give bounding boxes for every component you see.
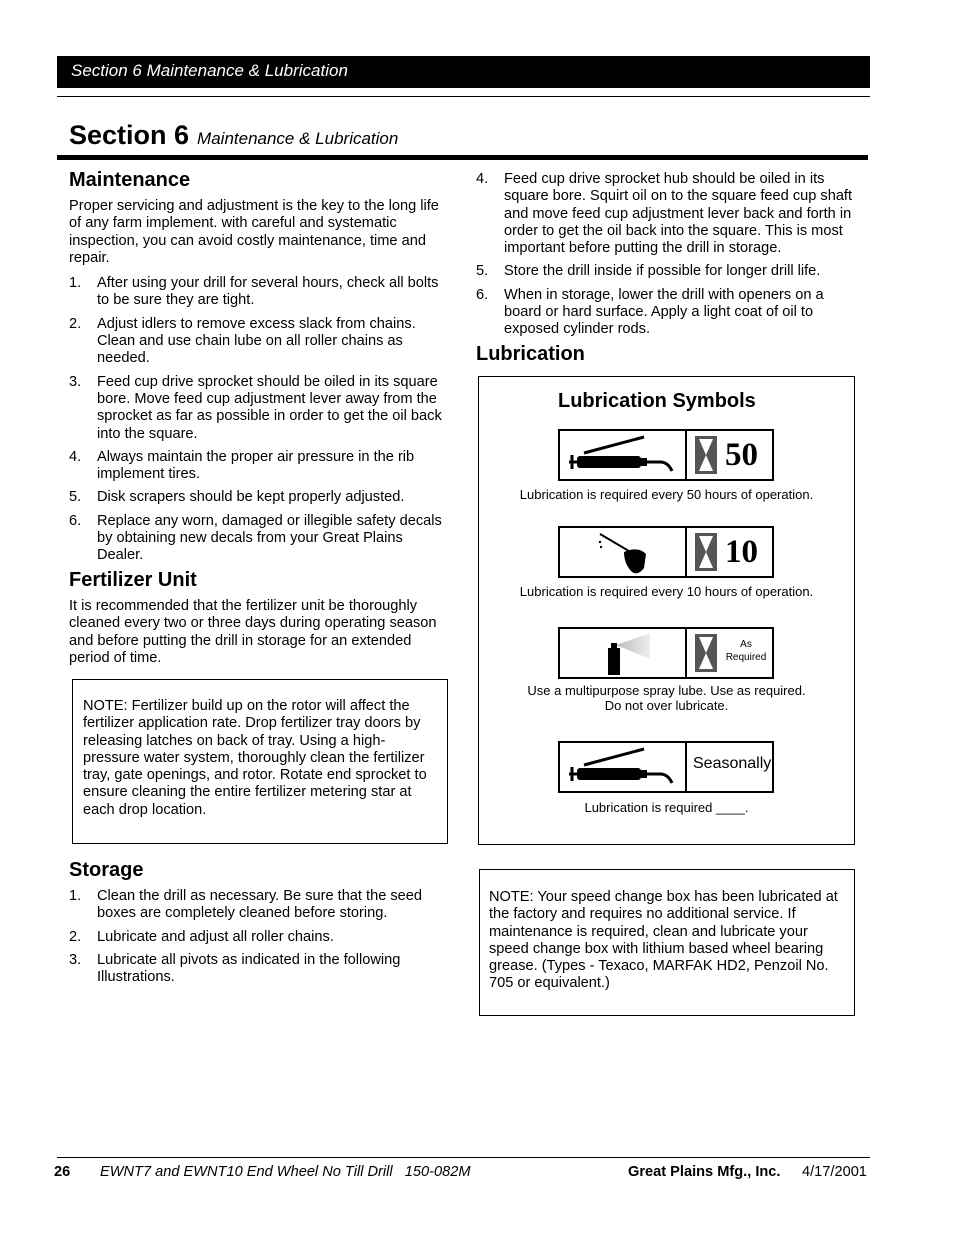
symbol-as-required-caption-2: Do not over lubricate.: [604, 698, 729, 713]
symbol-10-caption: Lubrication is required every 10 hours of operation.: [519, 584, 814, 599]
storage-section: [69, 858, 449, 992]
grease-gun-icon: [564, 435, 682, 477]
list-item: 6. Replace any worn, damaged or illegible safety decals by obtaining new decals from your Great Plains Dealer.: [69, 512, 442, 564]
section-subtitle: Maintenance & Lubrication: [197, 129, 399, 148]
list-item: 6. When in storage, lower the drill with openers on a board or hard surface. Apply a light coat of oil to exposed cylinder rods.: [476, 286, 824, 338]
fertilizer-note: NOTE: Fertilizer build up on the rotor will affect the fertilizer application rate. Drop fertilizer tray doors by releasing latches on back of tray. Using a high-pressure water system, thoroughly clean the fertilizer tray, gate openings, and rotor. Rotate end sprocket to ensure cleaning the entire fertilizer metering star at each drop location.: [83, 698, 427, 818]
list-item: 4. Feed cup drive sprocket hub should be oiled in its square bore. Squirt oil on to the square feed cup shaft and move feed cup adjustment lever back and forth in order to get the oil back into the square. This is most important before putting the drill in storage.: [476, 171, 853, 257]
section-number: Section 6: [69, 120, 190, 150]
symbol-as-required-caption-1: Use a multipurpose spray lube. Use as required.: [527, 683, 806, 698]
list-item: 5. Disk scrapers should be kept properly adjusted.: [69, 489, 405, 506]
hourglass-icon: [695, 634, 717, 672]
section-title: [69, 120, 398, 151]
document-title: EWNT7 and EWNT10 End Wheel No Till Drill 150-082M: [100, 1164, 471, 1180]
maintenance-list: [69, 275, 449, 564]
spray-can-icon: [604, 631, 656, 677]
running-title: Section 6 Maintenance & Lubrication: [71, 61, 348, 80]
symbol-50-caption: Lubrication is required every 50 hours of operation.: [519, 487, 814, 502]
maintenance-intro: Proper servicing and adjustment is the key to the long life of any farm implement. with careful and systematic inspection, you can avoid costly maintenance, time and repair.: [69, 198, 439, 266]
hourglass-icon: [695, 533, 717, 571]
footer-rule: [57, 1157, 870, 1158]
list-item: 2. Lubricate and adjust all roller chains.: [69, 928, 334, 945]
speed-change-note-box: [479, 869, 855, 1016]
lubrication-symbols-title: Lubrication Symbols: [558, 390, 756, 412]
page-number: 26: [54, 1164, 71, 1180]
symbol-seasonally: [558, 741, 774, 793]
as-required-label: As Required: [725, 639, 767, 663]
fertilizer-text: It is recommended that the fertilizer unit be thoroughly cleaned every two or three days during operating season and before putting the drill in storage for an extended period of time.: [69, 598, 437, 666]
fertilizer-note-box: [72, 679, 448, 844]
hours-50-label: 50: [725, 437, 758, 473]
speed-change-note: NOTE: Your speed change box has been lubricated at the factory and requires no additional service. If maintenance is required, clean and lubricate your speed change box with lithium based wheel bearing grease. (Types - Texaco, MARFAK HD2, Penzoil No. 705 or equivalent.): [489, 889, 838, 992]
list-item: 2. Adjust idlers to remove excess slack from chains. Clean and use chain lube on all roller chains as needed.: [69, 315, 416, 367]
symbol-50-hours: [558, 429, 774, 481]
lubrication-heading: Lubrication: [476, 343, 585, 365]
running-header: [57, 56, 870, 88]
hourglass-icon: [695, 436, 717, 474]
company-name: Great Plains Mfg., Inc.: [628, 1164, 781, 1180]
storage-heading: Storage: [69, 859, 144, 881]
list-item: 1. Clean the drill as necessary. Be sure that the seed boxes are completely cleaned before storing.: [69, 888, 423, 922]
section-rule: [57, 155, 868, 160]
storage-list-continued: [476, 171, 860, 339]
list-item: 3. Feed cup drive sprocket should be oiled in its square bore. Move feed cup adjustment lever away from the sprocket as far as possible in order to get the oil back into the square.: [69, 373, 442, 442]
list-item: 1. After using your drill for several hours, check all bolts to be sure they are tight.: [69, 275, 439, 309]
storage-list: [69, 888, 449, 986]
grease-gun-icon: [564, 747, 682, 789]
lubrication-section: [476, 342, 860, 366]
list-item: 3. Lubricate all pivots as indicated in the following Illustrations.: [69, 951, 401, 986]
fertilizer-section: [69, 568, 449, 667]
symbol-10-hours: [558, 526, 774, 578]
maintenance-section: [69, 168, 449, 571]
symbol-seasonally-caption: Lubrication is required ____.: [584, 800, 749, 815]
hours-10-label: 10: [725, 534, 758, 570]
fertilizer-heading: Fertilizer Unit: [69, 569, 197, 591]
seasonally-label: Seasonally: [693, 755, 772, 772]
maintenance-heading: Maintenance: [69, 169, 191, 191]
list-item: 4. Always maintain the proper air pressure in the rib implement tires.: [69, 448, 415, 483]
storage-continued: [476, 171, 860, 345]
symbol-as-required: [558, 627, 774, 679]
oil-can-icon: [594, 530, 654, 576]
document-date: 4/17/2001: [802, 1164, 867, 1180]
header-rule: [57, 96, 870, 97]
list-item: 5. Store the drill inside if possible for longer drill life.: [476, 263, 821, 280]
